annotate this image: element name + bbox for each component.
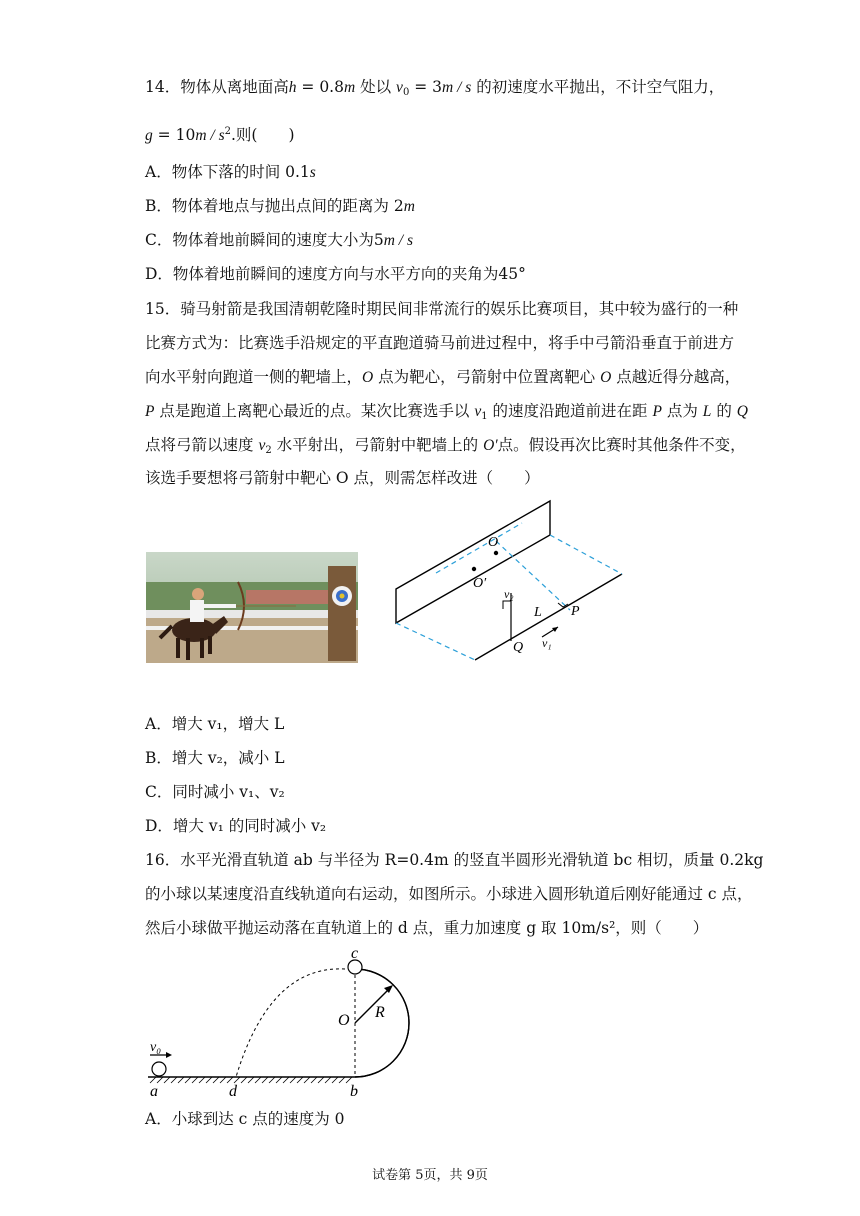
q14-option-a[interactable]	[145, 161, 316, 184]
point-O	[494, 551, 498, 555]
text: .则( )	[231, 126, 295, 144]
target-wall	[396, 501, 550, 623]
label-b: b	[350, 1083, 358, 1100]
text: 点。假设再次比赛时其他条件不变，	[497, 436, 746, 454]
superscript: 2	[224, 126, 231, 137]
q14-option-c[interactable]	[145, 229, 413, 252]
unit: m / s	[383, 232, 414, 249]
dashed-line	[550, 535, 622, 574]
var-v: v	[258, 437, 266, 454]
v0-arrowhead	[166, 1052, 172, 1058]
text: 向水平射向跑道一侧的靶墙上，	[145, 368, 363, 386]
text: = 3	[409, 78, 443, 96]
var-g: g	[145, 127, 153, 144]
label-v0: v₀	[150, 1040, 162, 1055]
var-O: O	[600, 369, 612, 386]
label-Q: Q	[513, 640, 524, 655]
label-d: d	[229, 1083, 237, 1100]
text: = 0.8	[296, 78, 344, 96]
page-footer: 试卷第 5页，共 9页	[372, 1168, 488, 1183]
var-h: h	[288, 79, 297, 96]
text: 的	[711, 402, 737, 420]
label-O: O	[488, 535, 499, 550]
q15-option-a[interactable]: A．增大 v₁，增大 L	[145, 715, 285, 733]
ground-hatching	[150, 1077, 352, 1083]
text: C．物体着地前瞬间的速度大小为5	[145, 231, 384, 249]
text: A．物体下落的时间 0.1	[145, 163, 310, 181]
q15-stem-line3	[145, 366, 740, 389]
q16-stem-line1: 16．水平光滑直轨道 ab 与半径为 R=0.4m 的竖直半圆形光滑轨道 bc 相切，质量 0.2kg	[145, 851, 764, 869]
point-O-prime	[472, 567, 476, 571]
radius-line	[355, 987, 391, 1023]
dashed-line	[396, 623, 475, 660]
q15-option-c[interactable]: C．同时减小 v₁、v₂	[145, 783, 285, 801]
var-P: P	[652, 403, 662, 420]
q16-stem-line2: 的小球以某速度沿直线轨道向右运动，如图所示。小球进入圆形轨道后刚好能通过 c 点，	[145, 885, 753, 903]
var-O: O	[362, 369, 374, 386]
text: 水平射出，弓箭射中靶墙上的	[271, 436, 484, 454]
text: 的速度沿跑道前进在距	[487, 402, 653, 420]
var-P: P	[145, 403, 155, 420]
label-a: a	[150, 1083, 158, 1100]
q15-option-b[interactable]: B．增大 v₂，减小 L	[145, 749, 285, 767]
unit: m / s	[442, 79, 472, 96]
text: 点为	[661, 402, 703, 420]
text: 点越近得分越高，	[611, 368, 741, 386]
text: B．物体着地点与抛出点间的距离为 2	[145, 197, 404, 215]
text: 处以	[355, 78, 397, 96]
unit: s	[309, 164, 316, 181]
label-c: c	[351, 945, 359, 962]
label-v1: v₁	[542, 636, 552, 650]
label-L: L	[534, 605, 542, 620]
label-v2: v₂	[504, 587, 514, 601]
text: 点是跑道上离靶心最近的点。某次比赛选手以	[154, 402, 475, 420]
var-Q: Q	[736, 403, 748, 420]
text: 点将弓箭以速度	[145, 436, 259, 454]
projectile-path	[236, 969, 345, 1077]
label-R: R	[375, 1004, 385, 1021]
var-v: v	[396, 79, 403, 96]
var-L: L	[702, 403, 712, 420]
q16-stem-line3: 然后小球做平抛运动落在直轨道上的 d 点，重力加速度 g 取 10m/s²，则（ ）	[145, 919, 709, 937]
text: 的初速度水平抛出，不计空气阻力，	[471, 78, 725, 96]
semicircle-arc	[355, 969, 409, 1077]
ball-at-a	[152, 1062, 166, 1076]
text: 14．物体从离地面高	[145, 78, 289, 96]
subscript: 1	[481, 411, 488, 422]
right-angle-mark	[503, 601, 511, 609]
label-O: O	[338, 1012, 350, 1029]
q15-stem-line1: 15．骑马射箭是我国清朝乾隆时期民间非常流行的娱乐比赛项目，其中较为盛行的一种	[145, 300, 739, 318]
q15-stem-line6: 该选手要想将弓箭射中靶心 O 点，则需怎样改进（ ）	[145, 469, 540, 487]
archery-target-diagram	[380, 495, 640, 665]
label-P: P	[571, 604, 580, 619]
subscript: 2	[265, 445, 272, 456]
horse-archery-illustration	[146, 552, 358, 663]
text: 点为靶心，弓箭射中位置离靶心	[373, 368, 601, 386]
q15-option-d[interactable]: D．增大 v₁ 的同时减小 v₂	[145, 817, 327, 835]
unit: m	[403, 198, 415, 215]
semicircle-track-diagram	[140, 945, 430, 1100]
label-O-prime: O′	[473, 576, 487, 591]
q14-option-d[interactable]: D．物体着地前瞬间的速度方向与水平方向的夹角为45°	[145, 265, 526, 283]
q15-stem-line2: 比赛方式为：比赛选手沿规定的平直跑道骑马前进过程中，将手中弓箭沿垂直于前进方	[145, 334, 735, 352]
dashed-line	[436, 523, 522, 573]
horse-archery-photo	[146, 552, 358, 663]
q15-stem-line5	[145, 434, 746, 462]
subscript: 0	[402, 87, 410, 98]
q14-stem-line1	[145, 76, 724, 104]
semicircle-track	[355, 969, 409, 1077]
var-O-prime: O′	[483, 437, 498, 454]
text: = 10	[152, 126, 196, 144]
q14-option-b[interactable]	[145, 195, 415, 218]
q16-option-a[interactable]: A．小球到达 c 点的速度为 0	[145, 1110, 345, 1128]
var-v: v	[474, 403, 482, 420]
ball-at-c	[348, 960, 362, 974]
q14-stem-line2	[145, 121, 295, 147]
q15-stem-line4	[145, 400, 748, 428]
unit: m / s	[195, 127, 225, 144]
unit: m	[343, 79, 356, 96]
